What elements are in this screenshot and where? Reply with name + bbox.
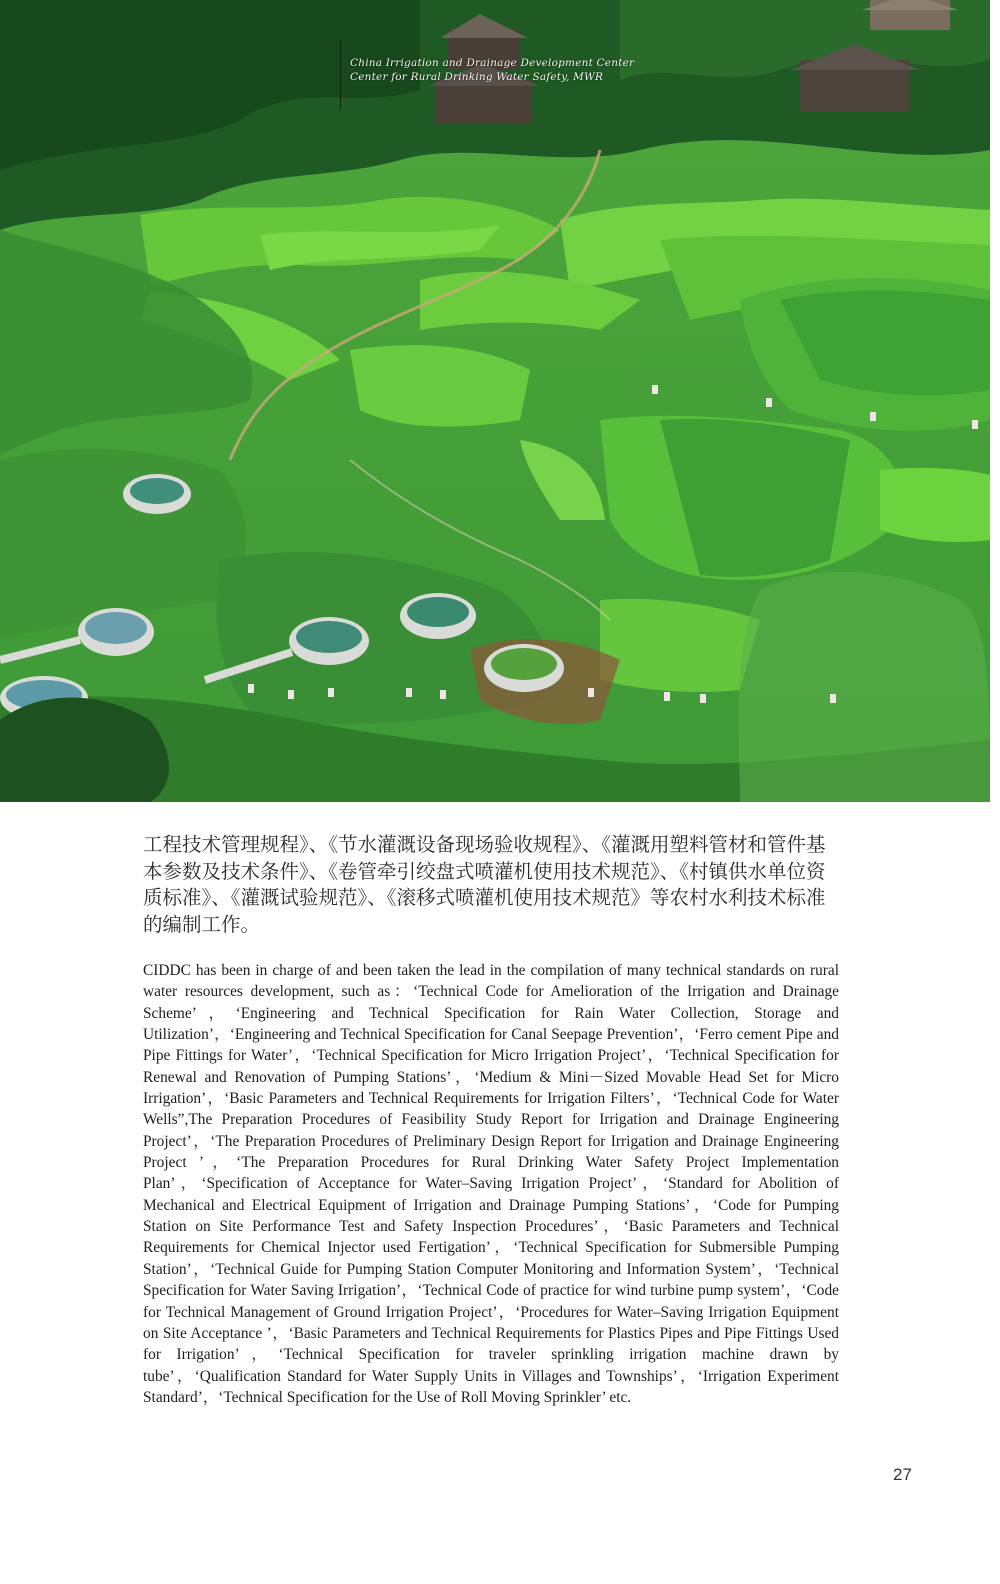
cistern	[400, 593, 476, 639]
header-line-2: Center for Rural Drinking Water Safety, MWR	[350, 71, 604, 83]
cistern	[484, 644, 564, 692]
cistern	[123, 474, 191, 514]
header-line-1: China Irrigation and Drainage Development Center	[350, 57, 635, 69]
organization-header	[350, 56, 634, 84]
page-number: 27	[893, 1465, 912, 1484]
english-paragraph: CIDDC has been in charge of and been taken the lead in the compilation of many technical standards on rural water resources development, such as：‘Technical Code for Amelioration of the Irrigation and Drainage Scheme’，‘Engineering and Technical Specification for Rain Water Collection, Storage and Utilization’，‘Engineering and Technical Specification for Canal Seepage Prevention’，‘Ferro cement Pipe and Pipe Fittings for Water’，‘Technical Specification for Micro Irrigation Project’，‘Technical Specification for Renewal and Renovation of Pumping Stations’，‘Medium & Mini－Sized Movable Head Set for Micro Irrigation’，‘Basic Parameters and Technical Requirements for Irrigation Filters’，‘Technical Code for Water Wells”,The Preparation Procedures of Feasibility Study Report for Irrigation and Drainage Engineering Project’，‘The Preparation Procedures of Preliminary Design Report for Irrigation and Drainage Engineering Project ’，‘The Preparation Procedures for Rural Drinking Water Safety Project Implementation Plan’，‘Specification of Acceptance for Water–Saving Irrigation Project’，‘Standard for Abolition of Mechanical and Electrical Equipment of Irrigation and Drainage Pumping Stations’，‘Code for Pumping Station on Site Performance Test and Safety Inspection Procedures’，‘Basic Parameters and Technical Requirements for Chemical Injector used Fertigation’，‘Technical Specification for Submersible Pumping Station’，‘Technical Guide for Pumping Station Computer Monitoring and Information System’，‘Technical Specification for Water Saving Irrigation’，‘Technical Code of practice for wind turbine pump system’，‘Code for Technical Management of Ground Irrigation Project’，‘Procedures for Water–Saving Irrigation Equipment on Site Acceptance ’，‘Basic Parameters and Technical Requirements for Plastics Pipes and Pipe Fittings Used for Irrigation’，‘Technical Specification for traveler sprinkling irrigation machine drawn by tube’，‘Qualification Standard for Water Supply Units in Villages and Townships’，‘Irrigation Experiment Standard’，‘Technical Specification for the Use of Roll Moving Sprinkler’ etc.	[143, 962, 839, 1406]
chinese-paragraph: 工程技术管理规程》、《节水灌溉设备现场验收规程》、《灌溉用塑料管材和管件基本参数及技术条件》、《卷管牵引绞盘式喷灌机使用技术规范》、《村镇供水单位资质标准》、《灌溉试验规范》、《滚移式喷灌机使用技术规范》等农村水利技术标准的编制工作。	[143, 833, 826, 936]
header-divider	[340, 40, 341, 110]
